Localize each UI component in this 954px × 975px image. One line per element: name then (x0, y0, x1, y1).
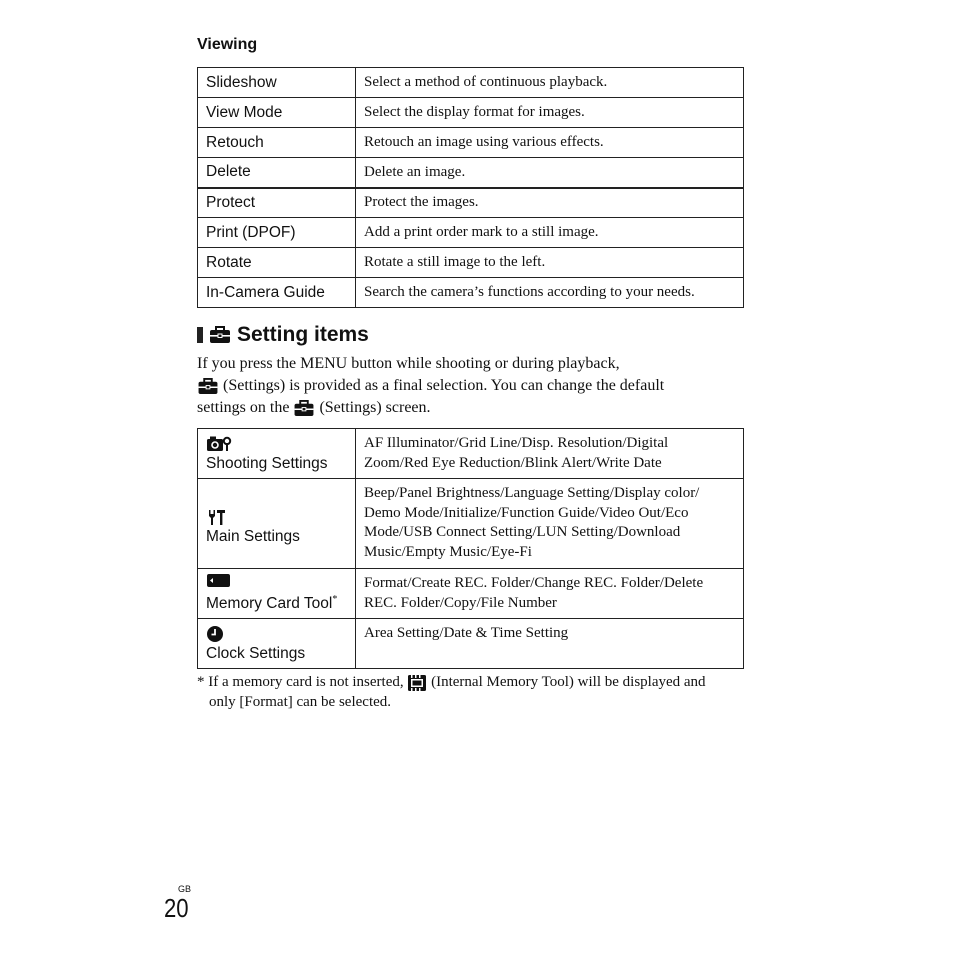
table-row (198, 569, 744, 619)
row-name-cell (198, 479, 356, 569)
tools-icon (206, 507, 226, 527)
table-row (198, 128, 744, 158)
memory-card-icon (206, 570, 232, 590)
footnote-text: (Internal Memory Tool) will be displayed and (431, 674, 706, 690)
intro-line (197, 375, 757, 397)
row-name: View Mode (198, 98, 356, 128)
page-number: 20 (164, 893, 189, 923)
row-name: Slideshow (198, 68, 356, 98)
row-name: Protect (198, 188, 356, 218)
table-row (198, 248, 744, 278)
row-name: Main Settings (206, 528, 300, 545)
settings-intro (197, 353, 757, 419)
table-row (198, 158, 744, 188)
row-name: Rotate (198, 248, 356, 278)
camera-settings-icon (206, 434, 232, 454)
row-name: Delete (198, 158, 356, 188)
intro-line: If you press the MENU button while shooting or during playback, (197, 355, 620, 372)
row-desc: Beep/Panel Brightness/Language Setting/Display color/ Demo Mode/Initialize/Function Guide/Video Out/Eco Mode/USB Connect Setting/LUN Setting/Download Music/Empty Music/Eye-Fi (356, 479, 744, 569)
row-name: Print (DPOF) (198, 218, 356, 248)
row-name: Clock Settings (206, 645, 306, 662)
row-desc: Search the camera’s functions according to your needs. (356, 278, 744, 308)
heading-bar (197, 327, 203, 343)
table-row (198, 218, 744, 248)
section-heading-viewing: Viewing (197, 36, 258, 53)
internal-memory-icon (407, 674, 427, 692)
footnote (197, 672, 757, 712)
row-desc: Select the display format for images. (356, 98, 744, 128)
table-row (198, 98, 744, 128)
row-desc: Select a method of continuous playback. (356, 68, 744, 98)
row-name-cell (198, 619, 356, 669)
row-name: Retouch (198, 128, 356, 158)
row-name: In-Camera Guide (198, 278, 356, 308)
toolbox-icon (197, 378, 219, 395)
intro-line (197, 397, 757, 419)
row-name: Memory Card Tool (206, 595, 333, 612)
footnote-line: only [Format] can be selected. (209, 694, 392, 710)
row-desc: Delete an image. (356, 158, 744, 188)
row-desc: Area Setting/Date & Time Setting (356, 619, 744, 669)
viewing-table (197, 67, 744, 308)
row-desc: Protect the images. (356, 188, 744, 218)
footnote-text: * If a memory card is not inserted, (197, 674, 404, 690)
table-row (198, 278, 744, 308)
toolbox-icon (293, 400, 315, 417)
settings-heading-text: Setting items (237, 323, 369, 346)
row-desc: Retouch an image using various effects. (356, 128, 744, 158)
row-desc: Rotate a still image to the left. (356, 248, 744, 278)
intro-text: settings on the (197, 399, 290, 416)
clock-icon (206, 624, 226, 644)
intro-text: (Settings) is provided as a final selection. You can change the default (223, 377, 665, 394)
table-row (198, 429, 744, 479)
row-desc: Format/Create REC. Folder/Change REC. Folder/Delete REC. Folder/Copy/File Number (356, 569, 744, 619)
footnote-line (197, 672, 757, 692)
row-name-cell (198, 429, 356, 479)
intro-text: (Settings) screen. (319, 399, 431, 416)
row-desc: Add a print order mark to a still image. (356, 218, 744, 248)
page-language-label: GB (178, 884, 192, 894)
table-row (198, 619, 744, 669)
toolbox-icon (209, 326, 231, 344)
footnote-marker: * (332, 593, 338, 605)
row-name: Shooting Settings (206, 455, 328, 472)
table-row (198, 188, 744, 218)
section-heading-settings (197, 323, 369, 347)
row-desc: AF Illuminator/Grid Line/Disp. Resolution/Digital Zoom/Red Eye Reduction/Blink Alert/Write Date (356, 429, 744, 479)
table-row (198, 68, 744, 98)
table-row (198, 479, 744, 569)
settings-table (197, 428, 744, 669)
row-name-cell (198, 569, 356, 619)
